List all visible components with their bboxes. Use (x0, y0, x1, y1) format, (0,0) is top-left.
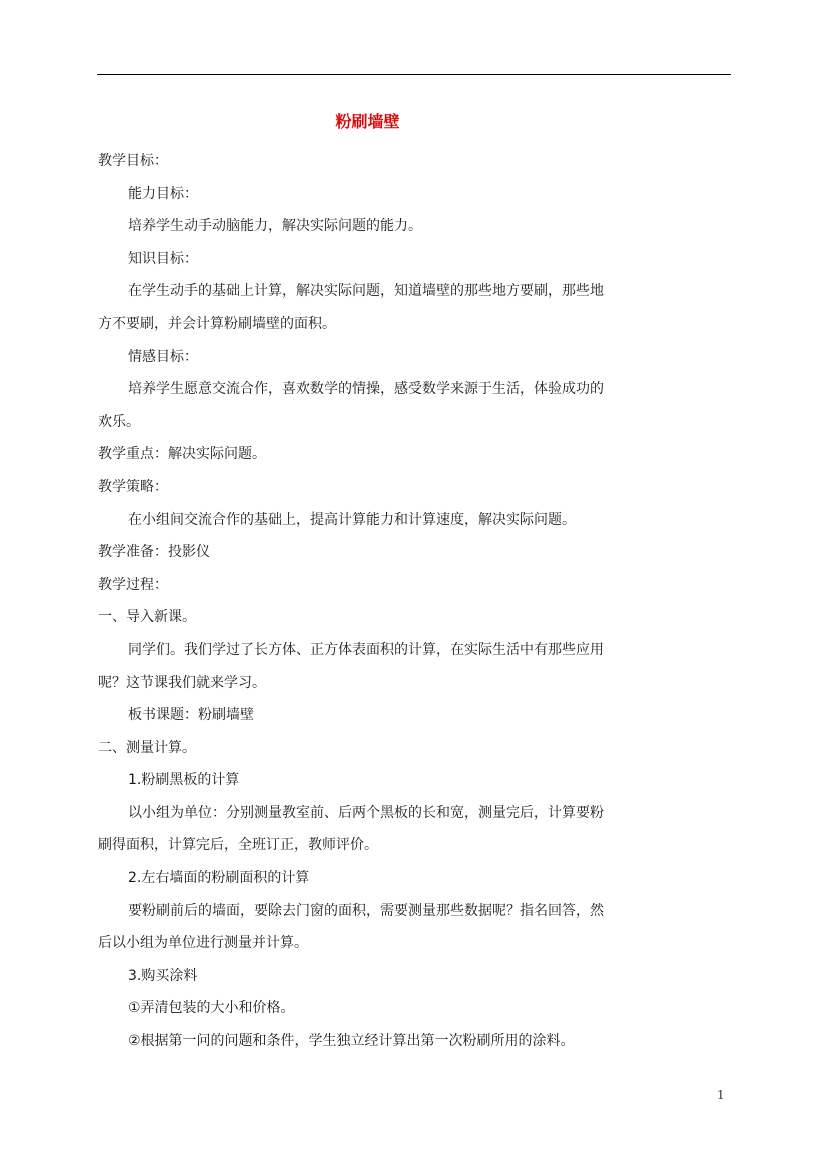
subsection-heading: 1.粉刷黑板的计算 (128, 772, 240, 789)
page-number: 1 (717, 1088, 725, 1102)
list-item: ②根据第一问的问题和条件，学生独立经计算出第一次粉刷所用的涂料。 (128, 1033, 575, 1050)
document-title: 粉刷墙壁 (335, 112, 400, 131)
subheading-ability-objective: 能力目标： (128, 185, 198, 202)
paragraph-line: 培养学生愿意交流合作，喜欢数学的情操，感受数学来源于生活，体验成功的 (128, 381, 604, 398)
paragraph-line: 方不要刷，并会计算粉刷墙壁的面积。 (98, 315, 336, 332)
paragraph-line: 呢？这节课我们就来学习。 (98, 674, 266, 691)
paragraph-line: 欢乐。 (98, 413, 140, 430)
section-heading-measure: 二、测量计算。 (98, 739, 196, 756)
subheading-emotional-objective: 情感目标： (128, 348, 198, 365)
heading-teaching-process: 教学过程： (98, 576, 168, 593)
paragraph-line: 在学生动手的基础上计算，解决实际问题，知道墙壁的那些地方要刷，那些地 (128, 283, 604, 300)
paragraph-line: 刷得面积，计算完后，全班订正，教师评价。 (98, 837, 378, 854)
paragraph-line: 要粉刷前后的墙面，要除去门窗的面积，需要测量那些数据呢？指名回答，然 (128, 902, 604, 919)
list-item: ①弄清包装的大小和价格。 (128, 1000, 295, 1017)
heading-teaching-strategy: 教学策略： (98, 478, 168, 495)
subsection-heading: 3.购买涂料 (128, 967, 198, 984)
paragraph-line: 在小组间交流合作的基础上，提高计算能力和计算速度，解决实际问题。 (128, 511, 576, 528)
header-rule (97, 74, 731, 75)
section-heading-intro: 一、导入新课。 (98, 609, 196, 626)
heading-teaching-focus: 教学重点：解决实际问题。 (98, 446, 266, 463)
paragraph-line: 同学们。我们学过了长方体、正方体表面积的计算，在实际生活中有那些应用 (128, 641, 604, 658)
paragraph-line: 后以小组为单位进行测量并计算。 (98, 935, 308, 952)
subsection-heading: 2.左右墙面的粉刷面积的计算 (128, 870, 310, 887)
paragraph-line: 培养学生动手动脑能力，解决实际问题的能力。 (128, 218, 422, 235)
subheading-knowledge-objective: 知识目标： (128, 250, 198, 267)
heading-teaching-objectives: 教学目标： (98, 153, 168, 169)
heading-teaching-preparation: 教学准备：投影仪 (98, 544, 210, 561)
document-body (98, 145, 633, 1058)
paragraph-line: 以小组为单位：分别测量教室前、后两个黑板的长和宽，测量完后，计算要粉 (128, 804, 604, 821)
paragraph-line: 板书课题：粉刷墙壁 (128, 707, 254, 724)
